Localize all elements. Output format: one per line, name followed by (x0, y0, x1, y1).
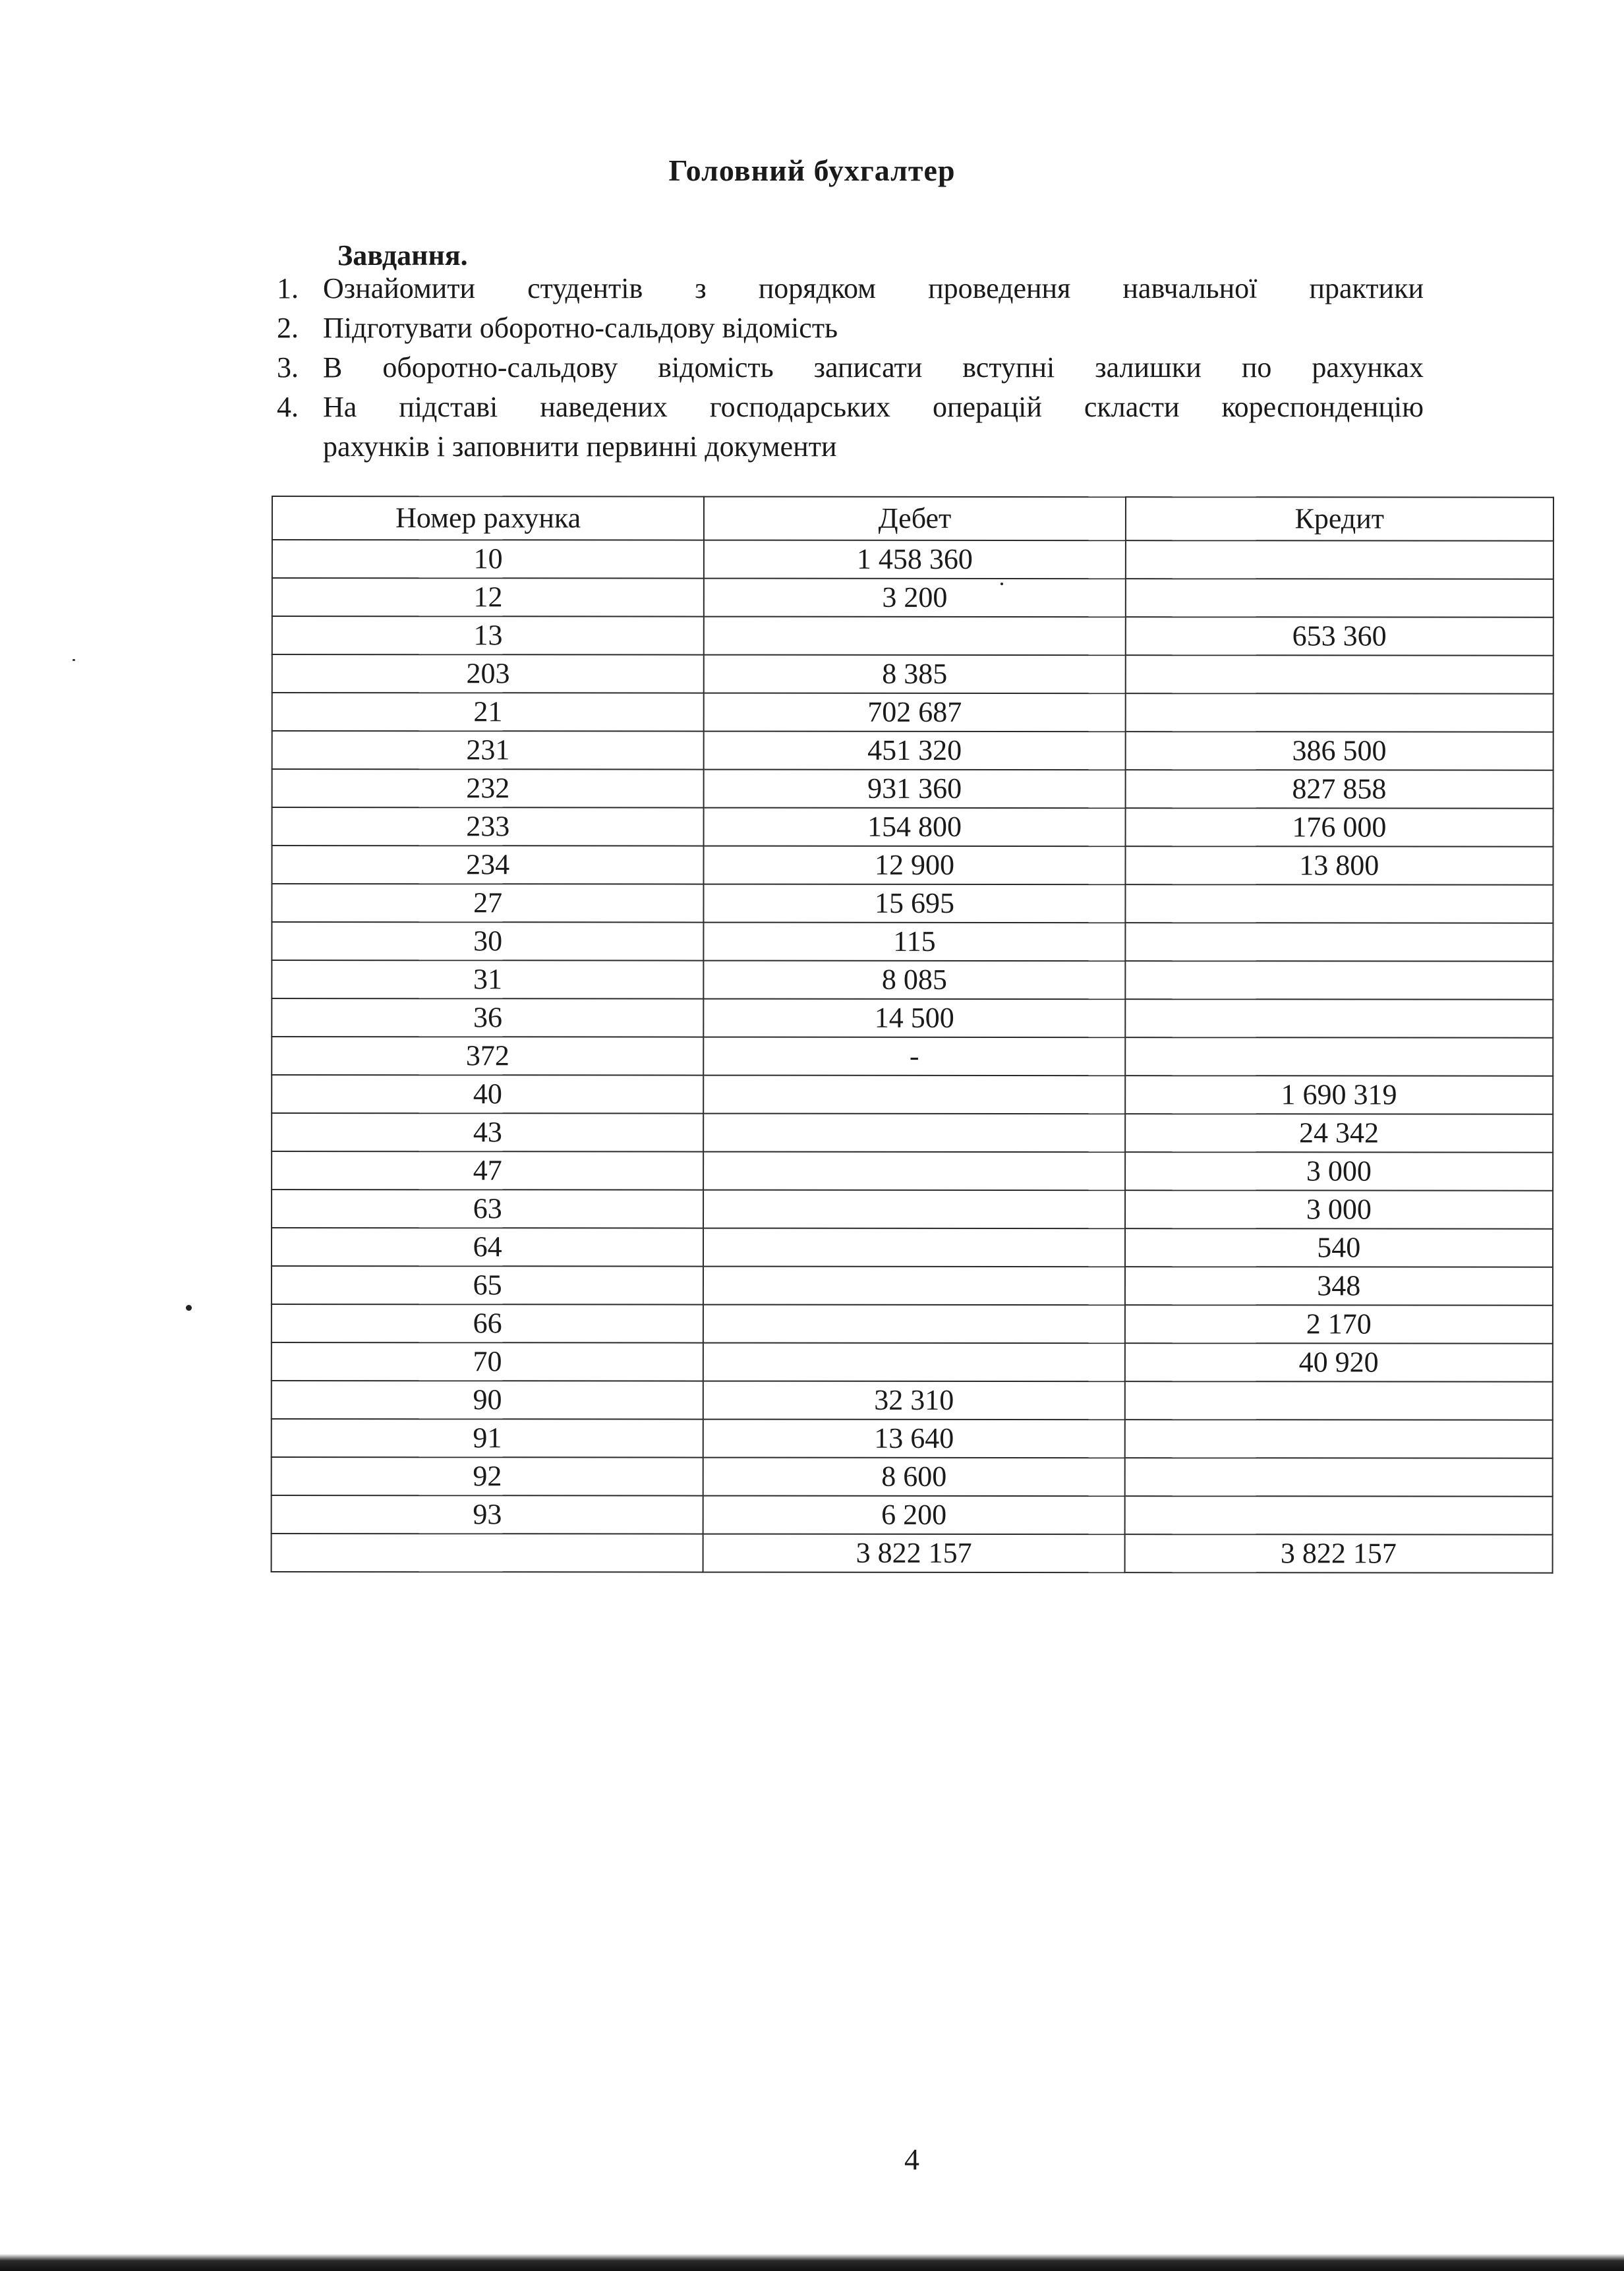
table-row (272, 1381, 1553, 1420)
cell-credit (1125, 999, 1553, 1038)
task-text: В оборотно-сальдову відомість записати вступні залишки по рахунках (323, 351, 1424, 384)
table-row (272, 693, 1553, 732)
cell-account-number: 233 (272, 807, 704, 846)
cell-credit (1125, 693, 1553, 732)
task-continuation: рахунків і заповнити первинні документи (323, 430, 837, 463)
table-row (272, 1419, 1553, 1458)
table-header-row (272, 496, 1553, 541)
cell-account-number: 203 (272, 654, 704, 693)
cell-credit: 3 000 (1125, 1190, 1553, 1229)
cell-debit (704, 1076, 1125, 1114)
cell-debit: 702 687 (704, 693, 1125, 732)
cell-credit: 1 690 319 (1125, 1076, 1553, 1114)
cell-debit: 8 600 (703, 1458, 1124, 1497)
cell-credit: 2 170 (1125, 1305, 1553, 1344)
cell-debit: 15 695 (704, 884, 1125, 923)
table-row (272, 654, 1553, 694)
table-row (272, 616, 1553, 656)
cell-credit: 348 (1125, 1267, 1553, 1306)
cell-account-number: 43 (272, 1113, 703, 1152)
cell-account-number: 47 (272, 1151, 703, 1190)
task-item (277, 388, 1424, 427)
cell-credit (1125, 884, 1553, 923)
cell-account-number: 12 (272, 578, 704, 617)
cell-debit: 3 200 (704, 579, 1125, 618)
cell-debit (703, 1267, 1124, 1306)
cell-account-number: 90 (272, 1381, 703, 1420)
tasks-heading: Завдання. (337, 239, 468, 272)
cell-account-number: 36 (272, 998, 703, 1037)
table-row (272, 1228, 1553, 1267)
scan-speck (1000, 583, 1003, 585)
cell-credit: 3 000 (1125, 1152, 1553, 1191)
table-row (272, 884, 1553, 923)
cell-credit (1124, 1420, 1552, 1458)
cell-account-number: 64 (272, 1228, 703, 1267)
cell-account-number: 63 (272, 1190, 703, 1228)
cell-credit (1125, 579, 1553, 618)
cell-credit: 386 500 (1125, 732, 1553, 770)
header-credit: Кредит (1126, 497, 1553, 541)
cell-account-number: 10 (272, 540, 704, 579)
cell-credit: 13 800 (1125, 846, 1553, 885)
table-row (272, 1037, 1553, 1076)
cell-debit (703, 1343, 1124, 1382)
cell-credit: 176 000 (1125, 808, 1553, 847)
cell-credit: 540 (1125, 1228, 1553, 1267)
cell-account-number: 30 (272, 922, 703, 961)
table-row (272, 1342, 1553, 1382)
cell-debit: 8 085 (704, 961, 1125, 1000)
table-row (272, 1534, 1553, 1573)
cell-debit (704, 1114, 1125, 1153)
table-row (272, 807, 1553, 847)
cell-credit: 24 342 (1125, 1114, 1553, 1153)
balance-table (271, 496, 1554, 1574)
task-list (277, 269, 1424, 467)
cell-account-number: 65 (272, 1266, 703, 1305)
cell-debit (703, 1305, 1124, 1344)
cell-debit: 115 (704, 923, 1125, 962)
table-row (272, 1457, 1553, 1497)
cell-account-number: 231 (272, 731, 704, 770)
table-body (272, 540, 1553, 1573)
cell-account-number: 372 (272, 1037, 703, 1076)
task-item (277, 269, 1424, 308)
cell-credit: 653 360 (1125, 617, 1553, 656)
table-row (272, 540, 1553, 579)
cell-debit (704, 617, 1125, 656)
cell-credit: 40 920 (1124, 1343, 1552, 1382)
cell-credit (1125, 1037, 1553, 1076)
table-row (272, 769, 1553, 809)
header-account-number: Номер рахунка (272, 496, 704, 540)
page-number: 4 (904, 2142, 919, 2176)
table-row (272, 998, 1553, 1038)
cell-credit (1126, 540, 1553, 579)
cell-account-number (272, 1534, 703, 1572)
cell-debit: 3 822 157 (703, 1534, 1124, 1573)
task-number: 4. (277, 391, 299, 423)
table-row (272, 1113, 1553, 1153)
cell-debit: 6 200 (703, 1496, 1124, 1535)
cell-account-number: 234 (272, 846, 703, 884)
cell-credit (1125, 655, 1553, 694)
task-text: На підставі наведених господарських операцій скласти кореспонденцію (323, 391, 1424, 423)
task-text: Підготувати оборотно-сальдову відомість (323, 312, 838, 344)
scan-speck (72, 659, 75, 661)
page-title: Головний бухгалтер (668, 154, 956, 187)
cell-debit: 8 385 (704, 655, 1125, 694)
cell-account-number: 13 (272, 616, 704, 655)
cell-debit (703, 1190, 1124, 1229)
cell-account-number: 66 (272, 1304, 703, 1343)
cell-account-number: 40 (272, 1075, 703, 1114)
cell-debit: 154 800 (704, 808, 1125, 847)
cell-credit (1125, 923, 1553, 962)
cell-debit: 1 458 360 (704, 540, 1125, 579)
header-debit: Дебет (704, 497, 1125, 541)
table-row (272, 846, 1553, 885)
cell-debit: 32 310 (703, 1381, 1124, 1420)
task-number: 2. (277, 312, 299, 344)
cell-account-number: 91 (272, 1419, 703, 1458)
scan-speck (186, 1305, 192, 1311)
cell-credit (1124, 1381, 1552, 1420)
table-row (272, 1495, 1553, 1535)
table-row (272, 1075, 1553, 1114)
cell-account-number: 93 (272, 1495, 703, 1534)
table-row (272, 1190, 1553, 1229)
cell-credit: 3 822 157 (1124, 1534, 1552, 1573)
cell-credit (1124, 1496, 1552, 1535)
table-row (272, 1266, 1553, 1306)
cell-debit: 13 640 (703, 1420, 1124, 1458)
cell-debit: 14 500 (704, 999, 1125, 1038)
cell-credit (1125, 961, 1553, 1000)
table-row (272, 922, 1553, 962)
cell-credit: 827 858 (1125, 770, 1553, 809)
cell-debit: 931 360 (704, 770, 1125, 809)
task-text: Ознайомити студентів з порядком проведення навчальної практики (323, 272, 1424, 304)
cell-credit (1124, 1458, 1552, 1497)
cell-debit (703, 1228, 1124, 1267)
cell-account-number: 70 (272, 1342, 703, 1381)
task-item (277, 308, 1424, 348)
cell-account-number: 21 (272, 693, 704, 732)
cell-debit: 451 320 (704, 732, 1125, 770)
cell-account-number: 31 (272, 960, 703, 999)
table-row (272, 578, 1553, 618)
task-item (277, 348, 1424, 388)
cell-account-number: 27 (272, 884, 703, 923)
cell-debit: - (704, 1037, 1125, 1076)
cell-debit (703, 1152, 1124, 1191)
cell-account-number: 92 (272, 1457, 703, 1496)
table-row (272, 731, 1553, 770)
task-number: 1. (277, 272, 299, 304)
table-row (272, 1304, 1553, 1344)
table-row (272, 1151, 1553, 1191)
cell-account-number: 232 (272, 769, 704, 808)
cell-debit: 12 900 (704, 846, 1125, 885)
scan-edge (0, 2254, 1624, 2271)
task-number: 3. (277, 351, 299, 384)
table-row (272, 960, 1553, 1000)
